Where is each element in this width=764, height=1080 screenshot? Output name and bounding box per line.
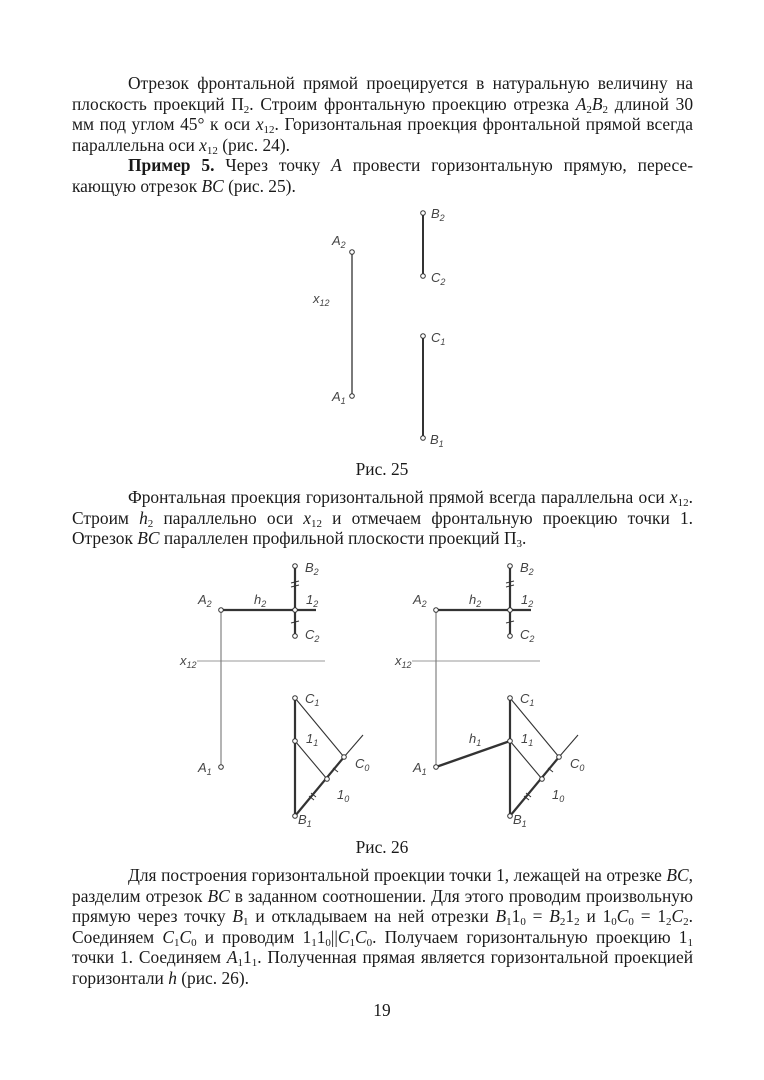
text-segment: A: [575, 93, 587, 114]
text-segment: Через точку: [214, 155, 332, 175]
point-c1: [421, 334, 426, 339]
subscript: 2: [147, 517, 154, 530]
subscript: 1: [243, 916, 249, 929]
text-segment: C: [616, 906, 629, 927]
text-segment: и проводим 1: [196, 926, 312, 947]
label-h2: $h_2$: [254, 592, 267, 609]
subscript: 0: [325, 936, 331, 949]
text-segment: точки 1. Соединяем: [72, 947, 227, 968]
text-segment: B: [232, 906, 244, 927]
label-b1: $B_1$: [513, 812, 527, 829]
label-12: $1_2$: [521, 592, 534, 609]
text-segment: BC: [201, 175, 224, 196]
text-segment: BC: [137, 528, 160, 549]
label-h2: $h_2$: [469, 592, 482, 609]
text-segment: =: [525, 906, 550, 927]
label-c2: $C_2$: [431, 270, 446, 287]
text-segment: и 1: [579, 906, 612, 927]
label-c2: $C_2$: [305, 627, 320, 644]
text-segment: и отмечаем фронтальную проекцию точки 1. Отрезок: [72, 507, 693, 549]
figure-26-left: [197, 564, 363, 819]
subscript: 2: [586, 103, 592, 116]
label-b2: $B_2$: [431, 206, 445, 223]
label-a1: $A_1$: [332, 389, 346, 406]
subscript: 1: [237, 957, 244, 970]
line-c1-c0: [295, 698, 344, 757]
subscript: 1: [251, 957, 258, 970]
text-segment: , разделим отрезок: [72, 865, 693, 906]
text-segment: длиной 30 мм под углом 45° к оси: [72, 93, 694, 135]
text-segment: (рис. 24).: [217, 134, 290, 155]
text-segment: (рис. 26).: [176, 967, 249, 988]
text-segment: параллельно оси: [153, 507, 304, 528]
text-segment: C: [337, 926, 350, 947]
subscript: 0: [611, 916, 617, 929]
subscript: 12: [677, 497, 689, 509]
text-segment: 1: [565, 906, 575, 927]
page-number: 19: [373, 1000, 391, 1020]
label-x12: $x_{12}$: [313, 291, 330, 308]
figure-26-left-labels: [179, 560, 369, 829]
subscript: 2: [559, 916, 566, 929]
label-a1: $A_1$: [198, 760, 212, 777]
label-10: $1_0$: [552, 787, 565, 804]
text-segment: B: [549, 906, 560, 927]
point-a1: [350, 394, 355, 399]
text-segment: в заданном соотношении. Для этого проводим произвольную прямую через точку: [72, 885, 693, 927]
subscript: 2: [666, 916, 672, 929]
text-segment: . Получаем горизонтальную проекцию 1: [372, 926, 688, 947]
text-segment: x: [669, 487, 678, 507]
point-b1: [421, 436, 426, 441]
subscript: 12: [263, 124, 275, 137]
text-segment: x: [255, 114, 264, 135]
text-segment: C: [179, 926, 192, 947]
label-11: $1_1$: [306, 731, 319, 748]
subscript: 3: [516, 538, 523, 551]
text-segment: ||: [330, 926, 338, 947]
subscript: 1: [349, 936, 355, 949]
subscript: 2: [683, 916, 689, 929]
label-c1: $C_1$: [520, 691, 535, 708]
subscript: 1: [173, 936, 180, 949]
text-segment: 1: [316, 926, 326, 947]
text-segment: Отрезок фронтальной прямой проецируется в натуральную величину на плоскость проекций П: [72, 73, 693, 114]
text-segment: .: [522, 528, 527, 549]
text-segment: и откладываем на ней отрезки: [248, 906, 496, 927]
text-segment: Фронтальная проекция горизонтальной прямой всегда параллельна оси: [128, 487, 670, 507]
label-b1: $B_1$: [430, 432, 444, 449]
text-segment: . Строим: [72, 487, 693, 528]
label-x12: $x_{12}$: [180, 653, 197, 670]
label-a2: $A_2$: [198, 592, 212, 609]
figure-25: [350, 211, 426, 441]
figure-26-right: [394, 560, 584, 829]
text-segment: Для построения горизонтальной проекции точки 1, лежащей на отрезке: [128, 865, 667, 885]
figure-26-caption: Рис. 26: [355, 837, 409, 857]
text-segment: B: [591, 93, 603, 114]
text-segment: . Соединяем: [72, 906, 694, 947]
label-c0: $C_0$: [355, 756, 370, 773]
text-segment: C: [162, 926, 174, 947]
figure-25-caption: Рис. 25: [355, 459, 409, 479]
text-segment: A: [331, 155, 342, 175]
subscript: 12: [206, 144, 218, 157]
subscript: 0: [628, 916, 634, 929]
subscript: 0: [366, 936, 373, 949]
text-segment: . Горизонтальная проекция фронтальной прямой всегда параллельна оси: [72, 114, 693, 155]
text-segment: B: [495, 906, 507, 927]
text-segment: (рис. 25).: [223, 175, 296, 196]
label-12: $1_2$: [306, 592, 319, 609]
label-x12: $x_{12}$: [395, 653, 412, 670]
label-11: $1_1$: [521, 731, 534, 748]
text-segment: . Строим фронтальную проекцию отрезка: [249, 93, 576, 114]
label-10: $1_0$: [337, 787, 350, 804]
subscript: 0: [191, 936, 197, 949]
text-segment: C: [354, 926, 367, 947]
label-b2: $B_2$: [305, 560, 319, 577]
text-segment: 1: [511, 906, 521, 927]
subscript: 0: [520, 916, 526, 929]
label-h1: $h_1$: [469, 731, 482, 748]
point-b2: [421, 211, 426, 216]
text-segment: BC: [207, 885, 230, 906]
text-segment: . Полученная прямая является горизонтальной проекцией горизонтали: [72, 947, 693, 988]
point-a2: [350, 250, 355, 255]
label-b1: $B_1$: [298, 812, 312, 829]
label-a2: $A_2$: [413, 592, 427, 609]
subscript: 1: [311, 936, 317, 949]
label-c1: $C_1$: [305, 691, 320, 708]
label-c2: $C_2$: [520, 627, 535, 644]
subscript: 2: [602, 103, 609, 116]
text-segment: C: [671, 906, 684, 927]
text-segment: h: [168, 967, 177, 988]
text-segment: параллелен профильной плоскости проекций П: [159, 528, 517, 549]
label-a2: $A_2$: [332, 233, 346, 250]
text-segment: x: [199, 134, 207, 155]
text-segment: 1: [243, 947, 252, 968]
line-11-10: [295, 741, 327, 779]
label-a1: $A_1$: [413, 760, 427, 777]
subscript: 1: [506, 916, 512, 929]
subscript: 1: [687, 936, 693, 949]
text-segment: x: [303, 507, 311, 528]
subscript: 2: [574, 916, 580, 929]
label-b2: $B_2$: [520, 560, 534, 577]
subscript: 2: [243, 103, 250, 116]
label-c0: $C_0$: [570, 756, 585, 773]
point-c2: [421, 274, 426, 279]
figure-25-labels: [312, 206, 445, 449]
text-segment: провести горизонтальную прямую, пересекающую отрезок: [72, 155, 693, 196]
subscript: 12: [310, 517, 322, 530]
text-segment: BC: [666, 865, 689, 885]
text-segment: Пример 5.: [128, 155, 215, 175]
text-segment: = 1: [633, 906, 667, 927]
text-segment: h: [139, 507, 148, 528]
text-segment: A: [226, 947, 238, 968]
label-c1: $C_1$: [431, 330, 446, 347]
